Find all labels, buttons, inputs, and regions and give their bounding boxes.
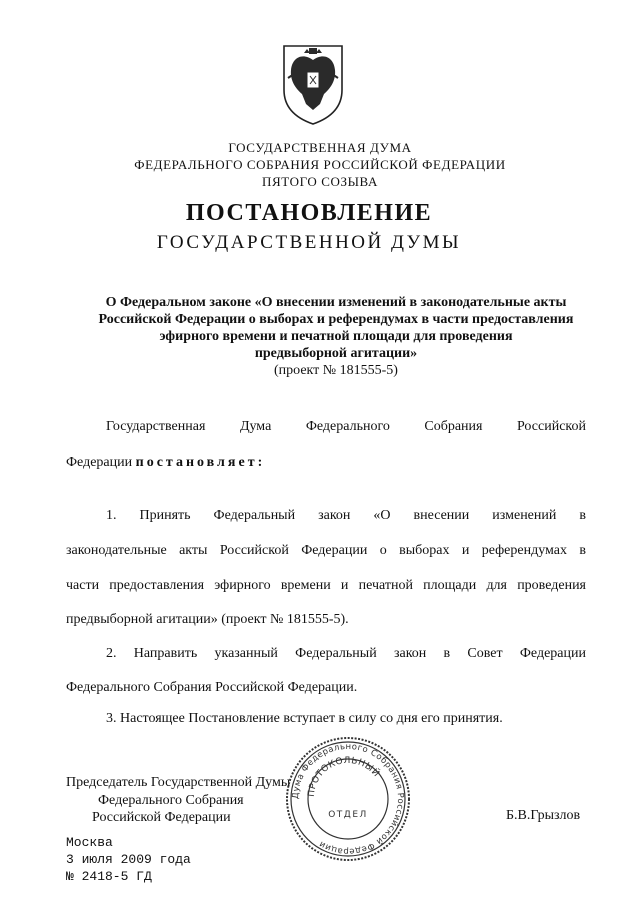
signatory-title-line-1: Председатель Государственной Думы <box>66 775 291 790</box>
document-subtitle: ГОСУДАРСТВЕННОЙ ДУМЫ <box>156 232 462 253</box>
paragraph-1-line-4: предвыборной агитации» (проект № 181555-5). <box>66 612 349 627</box>
intro-line-1: Государственная Дума Федерального Собрания Российской <box>106 419 586 434</box>
paragraph-2-line-1: 2. Направить указанный Федеральный закон в Совет Федерации <box>106 646 586 661</box>
resolves-word: постановляет: <box>135 455 266 470</box>
paragraph-1-line-1: 1. Принять Федеральный закон «О внесении изменений в <box>106 508 586 523</box>
seal-inner-top-text: ПРОТОКОЛЬНЫЙ <box>306 755 382 798</box>
subject-line-3: эфирного времени и печатной площади для проведения <box>159 329 513 344</box>
subject-line-4: предвыборной агитации» <box>254 346 418 361</box>
project-number: (проект № 181555-5) <box>274 363 398 378</box>
document-title: ПОСТАНОВЛЕНИЕ <box>185 200 433 226</box>
header-line-3: ПЯТОГО СОЗЫВА <box>262 174 378 189</box>
signatory-title-line-3: Российской Федерации <box>92 810 231 825</box>
footer-city: Москва <box>66 835 113 850</box>
russian-coat-of-arms-icon <box>280 44 346 126</box>
header-line-2: ФЕДЕРАЛЬНОГО СОБРАНИЯ РОССИЙСКОЙ ФЕДЕРАЦИИ <box>134 157 506 172</box>
paragraph-3-line-1: 3. Настоящее Постановление вступает в силу со дня его принятия. <box>106 711 503 726</box>
subject-line-2: Российской Федерации о выборах и референдумах в части предоставления <box>98 312 574 327</box>
header-line-1: ГОСУДАРСТВЕННАЯ ДУМА <box>228 140 412 155</box>
subject-block <box>66 294 606 362</box>
official-seal-stamp <box>284 735 412 863</box>
intro-federation-word: Федерации <box>66 455 133 470</box>
signatory-title-line-2: Федерального Собрания <box>98 793 244 808</box>
seal-outer-text: Дума Федерального Собрания Российской Федерации <box>290 741 406 857</box>
subject-line-1: О Федеральном законе «О внесении изменений в законодательные акты <box>105 295 567 310</box>
footer-date: 3 июля 2009 года <box>66 852 191 867</box>
paragraph-1-line-2: законодательные акты Российской Федерации о выборах и референдумах в <box>66 543 586 558</box>
paragraph-2-line-2: Федерального Собрания Российской Федерации. <box>66 680 358 695</box>
seal-center-text: ОТДЕЛ <box>328 810 368 820</box>
intro-line-2 <box>66 455 265 471</box>
footer-number: № 2418-5 ГД <box>66 869 152 884</box>
signatory-name: Б.В.Грызлов <box>506 808 581 823</box>
paragraph-1-line-3: части предоставления эфирного времени и печатной площади для проведения <box>66 578 586 593</box>
